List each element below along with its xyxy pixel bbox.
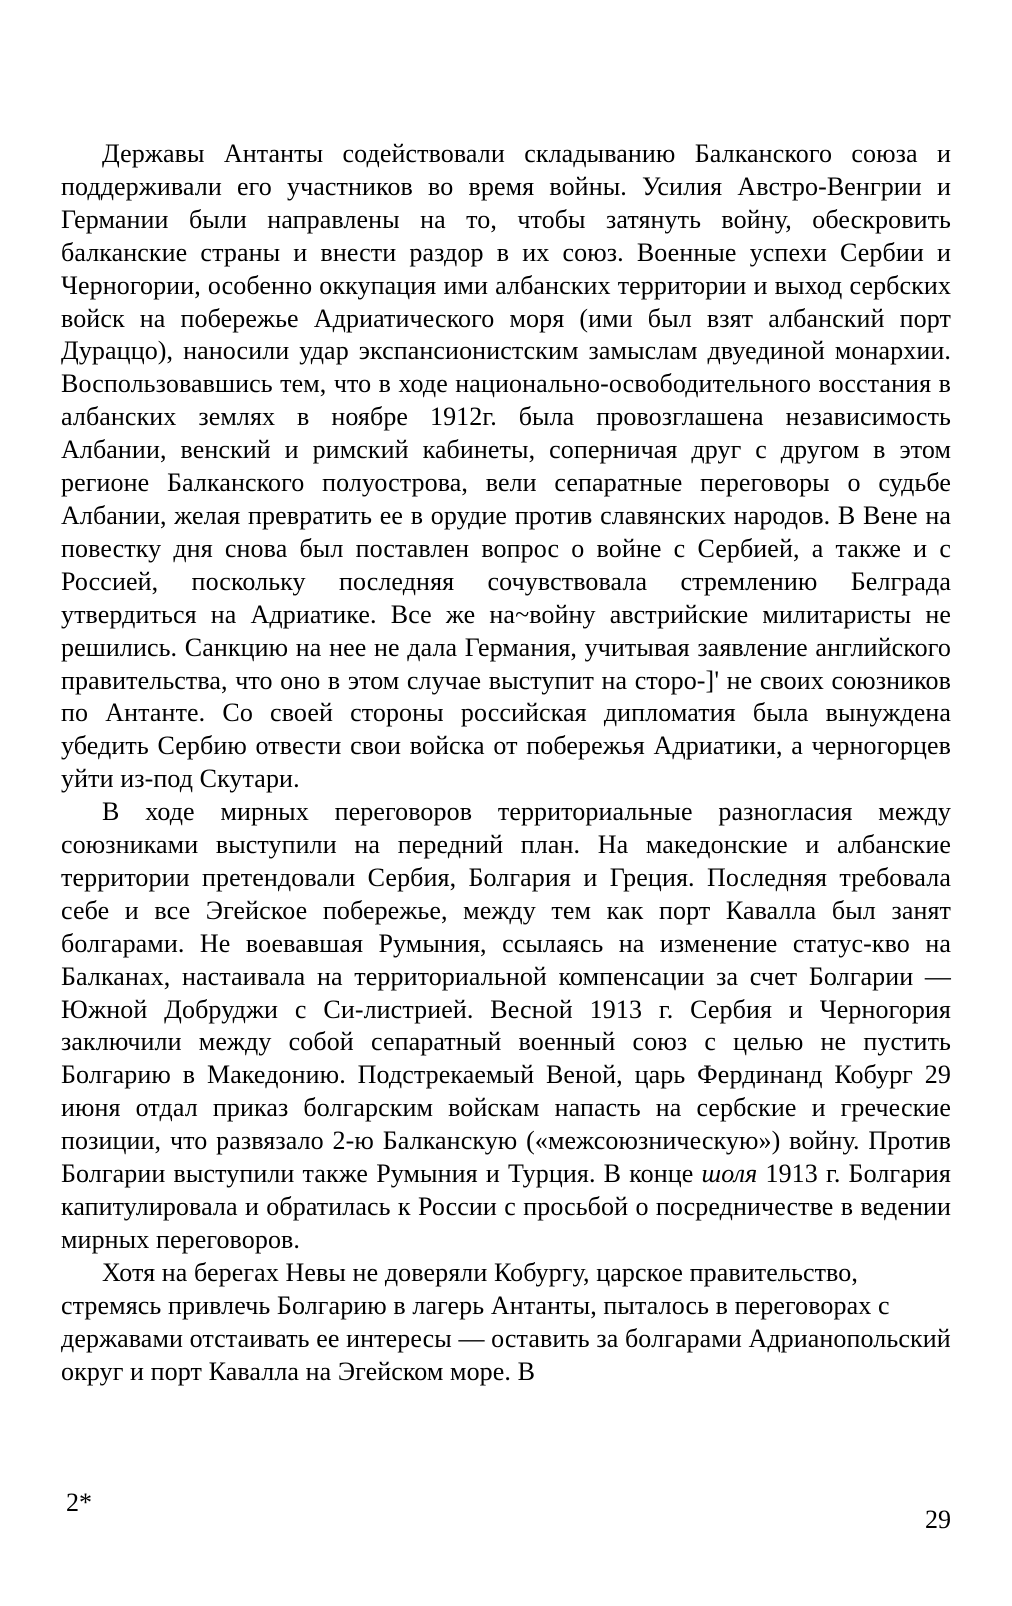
paragraph-3 <box>61 1257 951 1389</box>
paragraph-2-text-a: В ходе мирных переговоров территориальные разногласия между союзниками выступили на передний план. На македонские и албанские территории претендовали Сербия, Болгария и Греция. Последняя требовала себе и все Эгейское побережье, между тем как порт Кавалла был занят болгарами. Не воевавшая Румыния, ссылаясь на изменение статус-кво на Балканах, настаивала на территориальной компенсации за счет Болгарии — Южной Добруджи с Си-листрией. Весной 1913 г. Сербия и Черногория заключили между собой сепаратный военный союз с целью не пустить Болгарию в Македонию. Подстрекаемый Веной, царь Фердинанд Кобург 29 июня отдал приказ болгарским войскам напасть на сербские и греческие позиции, что развязало 2-ю Балканскую («межсоюзническую») войну. Против Болгарии выступили также Румыния и Турция. В конце <box>61 797 951 1189</box>
paragraph-2 <box>61 796 951 1257</box>
paragraph-1-text: Державы Антанты содействовали складыванию Балканского союза и поддерживали его участников во время войны. Усилия Австро-Венгрии и Германии были направлены на то, чтобы затянуть войну, обескровить балканские страны и внести раздор в их союз. Военные успехи Сербии и Черногории, особенно оккупация ими албанских территории и выход сербских войск на побережье Адриатического моря (ими был взят албанский порт Дураццо), наносили удар экспансионистским замыслам двуединой монархии. Воспользовавшись тем, что в ходе национально-освободительного восстания в албанских землях в ноябре 1912г. была провозглашена независимость Албании, венский и римский кабинеты, соперничая друг с другом в этом регионе Балканского полуострова, вели сепаратные переговоры о судьбе Албании, желая превратить ее в орудие против славянских народов. В Вене на повестку дня снова был поставлен вопрос о войне с Сербией, а также и с Россией, поскольку последняя сочувствовала стремлению Белграда утвердиться на Адриатике. Все же на~войну австрийские милитаристы не решились. Санкцию на нее не дала Германия, учитывая заявление английского правительства, что оно в этом случае выступит на сторо-]' не своих союзников по Антанте. Со своей стороны российская дипломатия была вынуждена убедить Сербию отвести свои войска от побережья Адриатики, а черногорцев уйти из-под Скутари. <box>61 139 951 794</box>
paragraph-3-text: Хотя на берегах Невы не доверяли Кобургу, царское правительство, стремясь привлечь Болгарию в лагерь Антанты, пыталось в переговорах с державами отстаивать ее интересы — оставить за болгарами Адрианопольский округ и порт Кавалла на Эгейском море. В <box>61 1257 951 1386</box>
page-number: 29 <box>925 1505 951 1534</box>
signature-mark: 2* <box>66 1488 92 1517</box>
paragraph-2-text-b: 1913 г. Болгария капитулировала и обратилась к России с просьбой о посредничестве в ведении мирных переговоров. <box>61 1159 951 1254</box>
paragraph-1 <box>61 138 951 796</box>
paragraph-2-italic-word: шоля <box>701 1159 758 1189</box>
body-text <box>61 138 951 1388</box>
